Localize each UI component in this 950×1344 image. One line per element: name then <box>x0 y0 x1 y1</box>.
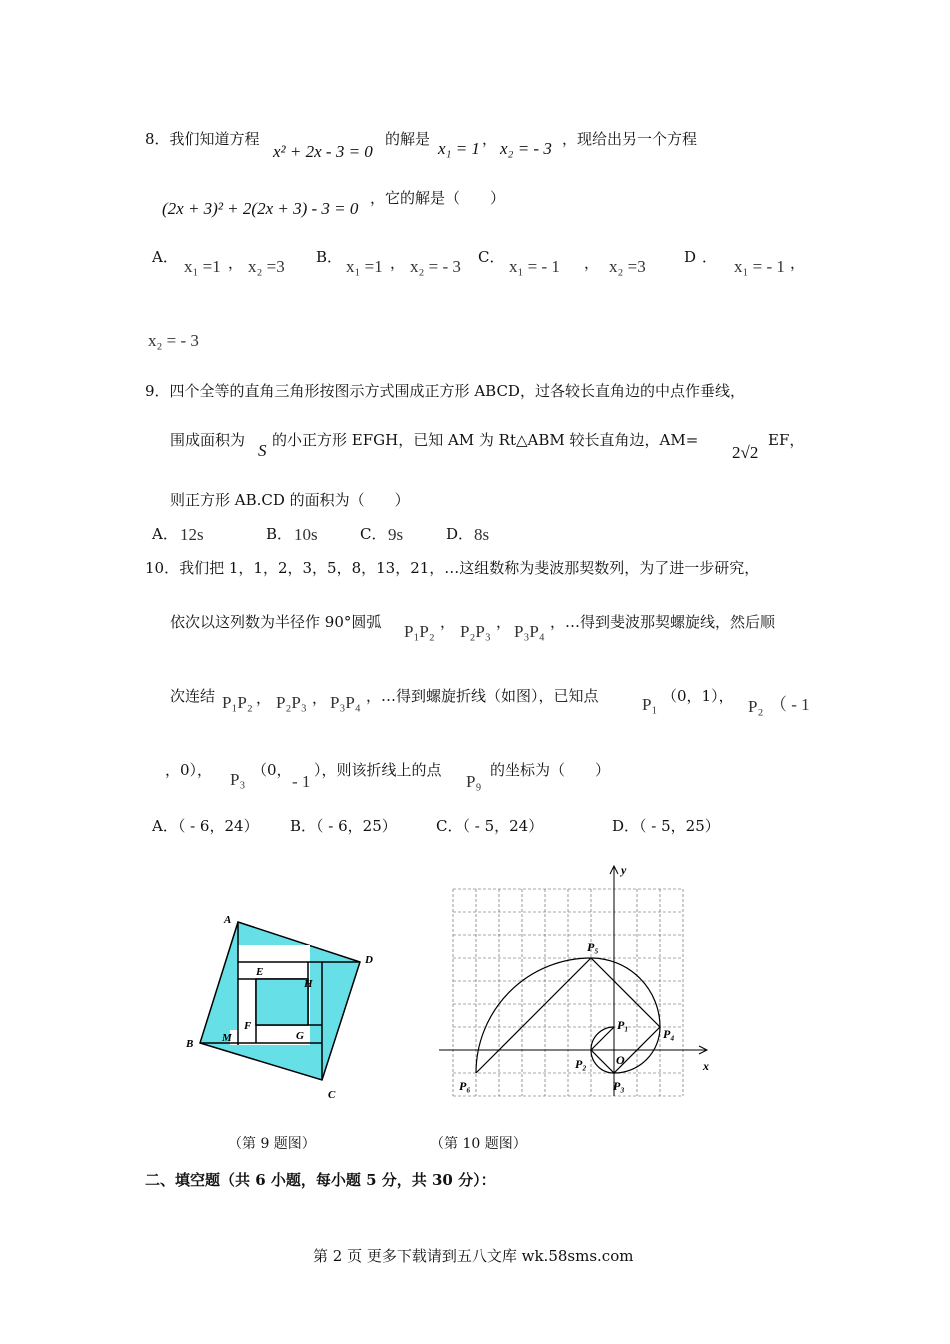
q9-line2b: 的小正方形 EFGH，已知 AM 为 Rt△ABM 较长直角边，AM= <box>272 431 699 449</box>
q10-p3c: （0， <box>252 761 292 779</box>
q10-line4c: 的坐标为（ ） <box>490 761 611 779</box>
q8-line1 <box>145 129 260 149</box>
q10-opt-d: D．（ - 5，25） <box>612 817 720 835</box>
q9-val-d: 8s <box>474 525 490 544</box>
label-f: F <box>244 1020 252 1032</box>
q10-p2c: （ - 1 <box>770 695 810 714</box>
q8-opt-c-2: x₂ =3 <box>609 257 646 276</box>
figure-9 <box>180 905 380 1105</box>
q10-line1: 10．我们把 1，1，2，3，5，8，13，21，…这组数称为斐波那契数列，为了进一步研究， <box>145 559 760 577</box>
q10-line3b: ，…得到螺旋折线（如图），已知点 <box>366 687 599 705</box>
square-efgh <box>256 979 308 1025</box>
q8-opt-a-comma: ， <box>228 254 244 272</box>
q8-opt-c-1: x₁ = - 1 <box>509 257 560 276</box>
q10-line2a: 依次以这列数为半径作 90°圆弧 <box>170 613 382 631</box>
q8-lead: 8．我们知道方程 <box>145 130 260 148</box>
q10-arc2: P₂P₃ <box>460 622 491 641</box>
caption-fig10: （第 10 题图） <box>430 1136 527 1152</box>
label-h: H <box>304 978 313 990</box>
grid <box>453 889 683 1096</box>
label-c: C <box>328 1089 336 1101</box>
q10-c4: ， <box>312 689 328 707</box>
caption-fig9: （第 9 题图） <box>228 1136 316 1152</box>
q10-p3y: - 1 <box>292 772 311 791</box>
q10-c1: ， <box>440 613 456 631</box>
q9-opt-a: A． <box>152 525 178 543</box>
q8-opt-b-label: B． <box>316 248 343 266</box>
q8-tail: ，现给出另一个方程 <box>562 130 698 148</box>
q10-line4a: ，0）， <box>165 761 213 779</box>
label-d: D <box>365 954 373 966</box>
q8-sol1: x₁ = 1 <box>438 139 480 158</box>
label-g: G <box>296 1030 304 1042</box>
q8-opt-b-comma: ， <box>390 254 406 272</box>
q8-opt-d-comma: ， <box>790 254 806 272</box>
q9-line2a: 围成面积为 <box>170 431 246 449</box>
axis-label-x: x <box>703 1059 709 1073</box>
q10-line3a: 次连结 <box>170 687 216 705</box>
section-2-heading: 二、填空题（共 6 小题，每小题 5 分，共 30 分）： <box>145 1171 496 1189</box>
q9-root: 2√2 <box>732 443 759 462</box>
q10-arc3: P₃P₄ <box>514 622 545 641</box>
axis-label-y: y <box>621 863 627 877</box>
label-p4: P₄ <box>663 1027 675 1041</box>
q8-comma: ， <box>482 130 498 148</box>
page-footer: 第 2 页 更多下载请到五八文库 wk.58sms.com <box>313 1247 634 1265</box>
label-a: A <box>224 914 232 926</box>
q10-seg3: P₃P₄ <box>330 693 361 712</box>
q8-mid: 的解是 <box>385 130 431 148</box>
q10-c2: ， <box>496 613 512 631</box>
q9-opt-c: C． <box>360 525 387 543</box>
figure-10 <box>435 860 725 1100</box>
q8-opt-d-label: D． <box>684 248 724 266</box>
q9-line1: 9．四个全等的直角三角形按图示方式围成正方形 ABCD，过各较长直角边的中点作垂线， <box>145 382 745 400</box>
q10-opt-a: A．（ - 6，24） <box>152 817 259 835</box>
q10-opt-b: B．（ - 6，25） <box>290 817 397 835</box>
q8-opt-c-comma: ， <box>584 254 600 272</box>
q10-c3: ， <box>256 689 272 707</box>
label-e: E <box>256 966 264 978</box>
q8-eq2: (2x + 3)² + 2(2x + 3) - 3 = 0 <box>162 199 359 218</box>
q10-seg2: P₂P₃ <box>276 693 307 712</box>
q10-opt-c: C．（ - 5，24） <box>436 817 544 835</box>
q8-opt-a-1: x₁ =1 <box>184 257 221 276</box>
label-p1: P₁ <box>617 1018 629 1032</box>
q8-opt-d-1: x₁ = - 1 <box>734 257 785 276</box>
label-p6: P₆ <box>459 1079 471 1093</box>
q8-ask: ，它的解是（ ） <box>370 189 506 207</box>
q10-p1: P₁ <box>642 695 658 714</box>
q9-opt-d: D． <box>446 525 474 543</box>
q8-opt-d-2: x₂ = - 3 <box>148 331 199 350</box>
q8-opt-b-2: x₂ = - 3 <box>410 257 461 276</box>
label-p5: P₅ <box>587 940 599 954</box>
q9-val-a: 12s <box>180 525 204 544</box>
q9-val-b: 10s <box>294 525 318 544</box>
q8-opt-a-label: A． <box>152 248 178 266</box>
q10-line2b: ，…得到斐波那契螺旋线，然后顺 <box>550 613 776 631</box>
q9-opt-b: B． <box>266 525 293 543</box>
q9-line3: 则正方形 AB.CD 的面积为（ ） <box>170 491 410 509</box>
q8-opt-c-label: C． <box>478 248 505 266</box>
q8-opt-a-2: x₂ =3 <box>248 257 285 276</box>
q9-s: S <box>258 441 267 460</box>
q10-p9: P₉ <box>466 772 482 791</box>
origin-label: O <box>616 1053 625 1067</box>
q10-p2: P₂ <box>748 697 764 716</box>
q8-sol2: x₂ = - 3 <box>500 139 552 158</box>
q10-p1c: （0，1）， <box>662 687 734 705</box>
q8-opt-b-1: x₁ =1 <box>346 257 383 276</box>
q9-val-c: 9s <box>388 525 404 544</box>
label-b: B <box>186 1038 194 1050</box>
q10-line4b: ），则该折线上的点 <box>314 761 442 779</box>
label-m: M <box>222 1032 232 1044</box>
q10-p3: P₃ <box>230 770 246 789</box>
q8-eq1: x² + 2x - 3 = 0 <box>273 142 373 161</box>
q9-line2c: EF， <box>768 431 805 449</box>
q10-seg1: P₁P₂ <box>222 693 253 712</box>
q10-arc1: P₁P₂ <box>404 622 435 641</box>
label-p3: P₃ <box>613 1079 625 1093</box>
label-p2: P₂ <box>575 1057 587 1071</box>
